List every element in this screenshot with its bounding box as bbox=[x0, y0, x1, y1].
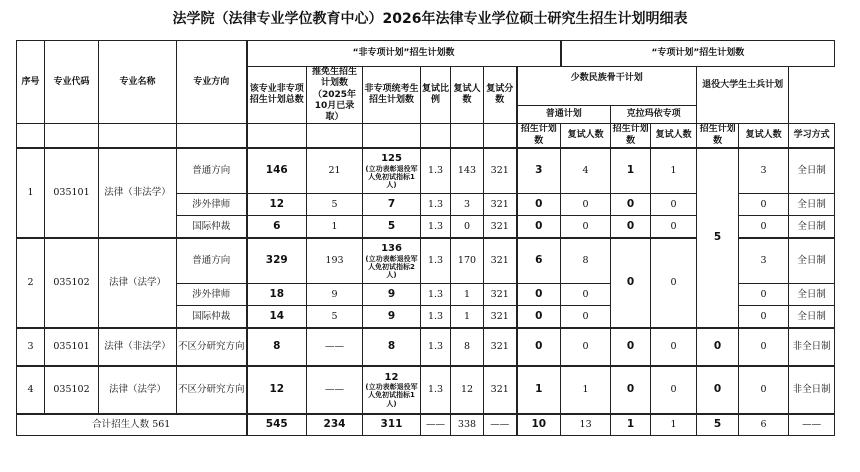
total-kar-plan: 1 bbox=[611, 414, 651, 436]
total-label: 合计招生人数 561 bbox=[17, 414, 247, 436]
header-total-nonspecial: 该专业非专项招生计划总数 bbox=[247, 67, 307, 124]
row-code: 035102 bbox=[45, 238, 99, 328]
row-exempt: —— bbox=[307, 328, 363, 366]
header-veteran: 退役大学生士兵计划 bbox=[697, 67, 789, 124]
header-retest-score: 复试分数 bbox=[484, 67, 517, 124]
row-reg-retest: 8 bbox=[561, 238, 611, 284]
row-direction: 不区分研究方向 bbox=[177, 366, 247, 414]
total-retest-count: 338 bbox=[451, 414, 484, 436]
row-ratio: 1.3 bbox=[421, 306, 451, 328]
header-study-mode: 学习方式 bbox=[789, 124, 835, 148]
row-name: 法律（非法学） bbox=[99, 148, 177, 238]
total-total: 545 bbox=[247, 414, 307, 436]
row-direction: 不区分研究方向 bbox=[177, 328, 247, 366]
row-retest-count: 8 bbox=[451, 328, 484, 366]
header-minority: 少数民族骨干计划 bbox=[517, 67, 697, 106]
row-kar-retest: 0 bbox=[651, 328, 697, 366]
row-direction: 普通方向 bbox=[177, 148, 247, 194]
row-mode: 全日制 bbox=[789, 216, 835, 238]
header-reg-retest: 复试人数 bbox=[561, 124, 611, 148]
header-retest-count: 复试人数 bbox=[451, 67, 484, 124]
row-ratio: 1.3 bbox=[421, 216, 451, 238]
row-seq: 3 bbox=[17, 328, 45, 366]
header-exempt: 推免生招生计划数（2025年10月已录取） bbox=[307, 67, 363, 124]
header-vet-retest: 复试人数 bbox=[739, 124, 789, 148]
row-unified: 136 (立功表彰退役军人免初试指标2人) bbox=[363, 238, 421, 284]
row-ratio: 1.3 bbox=[421, 194, 451, 216]
row-retest-count: 0 bbox=[451, 216, 484, 238]
total-score: —— bbox=[484, 414, 517, 436]
row-vet-retest: 0 bbox=[739, 284, 789, 306]
row-ratio: 1.3 bbox=[421, 284, 451, 306]
row-ratio: 1.3 bbox=[421, 148, 451, 194]
row-vet-plan-merged: 5 bbox=[697, 148, 739, 328]
row-vet-plan: 0 bbox=[697, 328, 739, 366]
row-vet-retest: 0 bbox=[739, 194, 789, 216]
total-vet-retest: 6 bbox=[739, 414, 789, 436]
row-unified: 125 (立功表彰退役军人免初试指标1人) bbox=[363, 148, 421, 194]
row-score: 321 bbox=[484, 148, 517, 194]
row-vet-retest: 3 bbox=[739, 238, 789, 284]
header-special-group: “专项计划”招生计划数 bbox=[561, 41, 835, 67]
row-mode: 全日制 bbox=[789, 306, 835, 328]
row-reg-plan: 3 bbox=[517, 148, 561, 194]
row-total: 8 bbox=[247, 328, 307, 366]
total-unified: 311 bbox=[363, 414, 421, 436]
row-reg-plan: 0 bbox=[517, 284, 561, 306]
header-ratio: 复试比例 bbox=[421, 67, 451, 124]
row-mode: 全日制 bbox=[789, 238, 835, 284]
total-vet-plan: 5 bbox=[697, 414, 739, 436]
row-ratio: 1.3 bbox=[421, 366, 451, 414]
row-kar-plan: 0 bbox=[611, 328, 651, 366]
row-kar-retest: 0 bbox=[651, 194, 697, 216]
row-retest-count: 12 bbox=[451, 366, 484, 414]
header-direction: 专业方向 bbox=[177, 41, 247, 124]
row-retest-count: 1 bbox=[451, 284, 484, 306]
row-kar-plan: 0 bbox=[611, 238, 651, 328]
row-total: 14 bbox=[247, 306, 307, 328]
row-unified: 7 bbox=[363, 194, 421, 216]
header-seq: 序号 bbox=[17, 41, 45, 124]
row-unified: 12 (立功表彰退役军人免初试指标1人) bbox=[363, 366, 421, 414]
table-row bbox=[17, 366, 835, 414]
row-total: 12 bbox=[247, 366, 307, 414]
row-kar-plan: 0 bbox=[611, 216, 651, 238]
total-reg-retest: 13 bbox=[561, 414, 611, 436]
row-score: 321 bbox=[484, 216, 517, 238]
row-mode: 非全日制 bbox=[789, 328, 835, 366]
row-seq: 4 bbox=[17, 366, 45, 414]
row-seq: 1 bbox=[17, 148, 45, 238]
total-exempt: 234 bbox=[307, 414, 363, 436]
header-unified: 非专项统考生招生计划数 bbox=[363, 67, 421, 124]
header-nonspecial-group: “非专项计划”招生计划数 bbox=[247, 41, 561, 67]
row-direction: 涉外律师 bbox=[177, 284, 247, 306]
row-total: 18 bbox=[247, 284, 307, 306]
table-row bbox=[17, 148, 835, 194]
row-exempt: 5 bbox=[307, 194, 363, 216]
row-kar-retest: 0 bbox=[651, 238, 697, 328]
row-unified: 9 bbox=[363, 306, 421, 328]
row-mode: 全日制 bbox=[789, 194, 835, 216]
row-reg-retest: 0 bbox=[561, 328, 611, 366]
row-score: 321 bbox=[484, 284, 517, 306]
row-reg-retest: 0 bbox=[561, 194, 611, 216]
row-mode: 全日制 bbox=[789, 284, 835, 306]
total-row bbox=[17, 414, 835, 436]
row-code: 035102 bbox=[45, 366, 99, 414]
page-title: 法学院（法律专业学位教育中心）2026年法律专业学位硕士研究生招生计划明细表 bbox=[172, 11, 688, 27]
row-reg-retest: 0 bbox=[561, 306, 611, 328]
row-exempt: 21 bbox=[307, 148, 363, 194]
row-ratio: 1.3 bbox=[421, 238, 451, 284]
row-reg-retest: 1 bbox=[561, 366, 611, 414]
row-retest-count: 143 bbox=[451, 148, 484, 194]
row-total: 329 bbox=[247, 238, 307, 284]
header-vet-plan: 招生计划数 bbox=[697, 124, 739, 148]
row-direction: 普通方向 bbox=[177, 238, 247, 284]
row-mode: 全日制 bbox=[789, 148, 835, 194]
header-reg-plan: 招生计划数 bbox=[517, 124, 561, 148]
row-kar-retest: 0 bbox=[651, 216, 697, 238]
row-total: 146 bbox=[247, 148, 307, 194]
row-retest-count: 1 bbox=[451, 306, 484, 328]
row-vet-retest: 0 bbox=[739, 216, 789, 238]
row-exempt: 5 bbox=[307, 306, 363, 328]
row-exempt: 193 bbox=[307, 238, 363, 284]
row-total: 6 bbox=[247, 216, 307, 238]
row-vet-retest: 0 bbox=[739, 328, 789, 366]
row-direction: 国际仲裁 bbox=[177, 216, 247, 238]
row-code: 035101 bbox=[45, 328, 99, 366]
row-unified: 8 bbox=[363, 328, 421, 366]
row-vet-plan: 0 bbox=[697, 366, 739, 414]
row-kar-plan: 0 bbox=[611, 366, 651, 414]
row-code: 035101 bbox=[45, 148, 99, 238]
row-kar-retest: 0 bbox=[651, 366, 697, 414]
header-karamay: 克拉玛依专项 bbox=[611, 105, 697, 123]
total-kar-retest: 1 bbox=[651, 414, 697, 436]
row-reg-plan: 0 bbox=[517, 194, 561, 216]
row-score: 321 bbox=[484, 366, 517, 414]
row-name: 法律（法学） bbox=[99, 366, 177, 414]
row-exempt: 1 bbox=[307, 216, 363, 238]
header-kar-plan: 招生计划数 bbox=[611, 124, 651, 148]
row-score: 321 bbox=[484, 328, 517, 366]
row-exempt: —— bbox=[307, 366, 363, 414]
header-code: 专业代码 bbox=[45, 41, 99, 124]
row-reg-retest: 0 bbox=[561, 216, 611, 238]
row-mode: 非全日制 bbox=[789, 366, 835, 414]
row-score: 321 bbox=[484, 238, 517, 284]
row-kar-retest: 1 bbox=[651, 148, 697, 194]
row-vet-retest: 0 bbox=[739, 366, 789, 414]
row-score: 321 bbox=[484, 194, 517, 216]
row-total: 12 bbox=[247, 194, 307, 216]
row-direction: 涉外律师 bbox=[177, 194, 247, 216]
row-reg-plan: 0 bbox=[517, 328, 561, 366]
row-retest-count: 3 bbox=[451, 194, 484, 216]
row-reg-plan: 6 bbox=[517, 238, 561, 284]
header-regular: 普通计划 bbox=[517, 105, 611, 123]
row-reg-plan: 0 bbox=[517, 216, 561, 238]
row-retest-count: 170 bbox=[451, 238, 484, 284]
row-direction: 国际仲裁 bbox=[177, 306, 247, 328]
row-unified: 9 bbox=[363, 284, 421, 306]
row-reg-retest: 4 bbox=[561, 148, 611, 194]
row-name: 法律（非法学） bbox=[99, 328, 177, 366]
header-name: 专业名称 bbox=[99, 41, 177, 124]
total-reg-plan: 10 bbox=[517, 414, 561, 436]
row-unified: 5 bbox=[363, 216, 421, 238]
total-ratio: —— bbox=[421, 414, 451, 436]
row-score: 321 bbox=[484, 306, 517, 328]
row-vet-retest: 3 bbox=[739, 148, 789, 194]
row-reg-plan: 1 bbox=[517, 366, 561, 414]
row-seq: 2 bbox=[17, 238, 45, 328]
row-exempt: 9 bbox=[307, 284, 363, 306]
row-ratio: 1.3 bbox=[421, 328, 451, 366]
row-kar-plan: 1 bbox=[611, 148, 651, 194]
table-row bbox=[17, 328, 835, 366]
row-vet-retest: 0 bbox=[739, 306, 789, 328]
row-reg-plan: 0 bbox=[517, 306, 561, 328]
header-kar-retest: 复试人数 bbox=[651, 124, 697, 148]
row-kar-plan: 0 bbox=[611, 194, 651, 216]
row-reg-retest: 0 bbox=[561, 284, 611, 306]
enrollment-plan-table bbox=[16, 40, 835, 436]
row-name: 法律（法学） bbox=[99, 238, 177, 328]
total-mode: —— bbox=[789, 414, 835, 436]
